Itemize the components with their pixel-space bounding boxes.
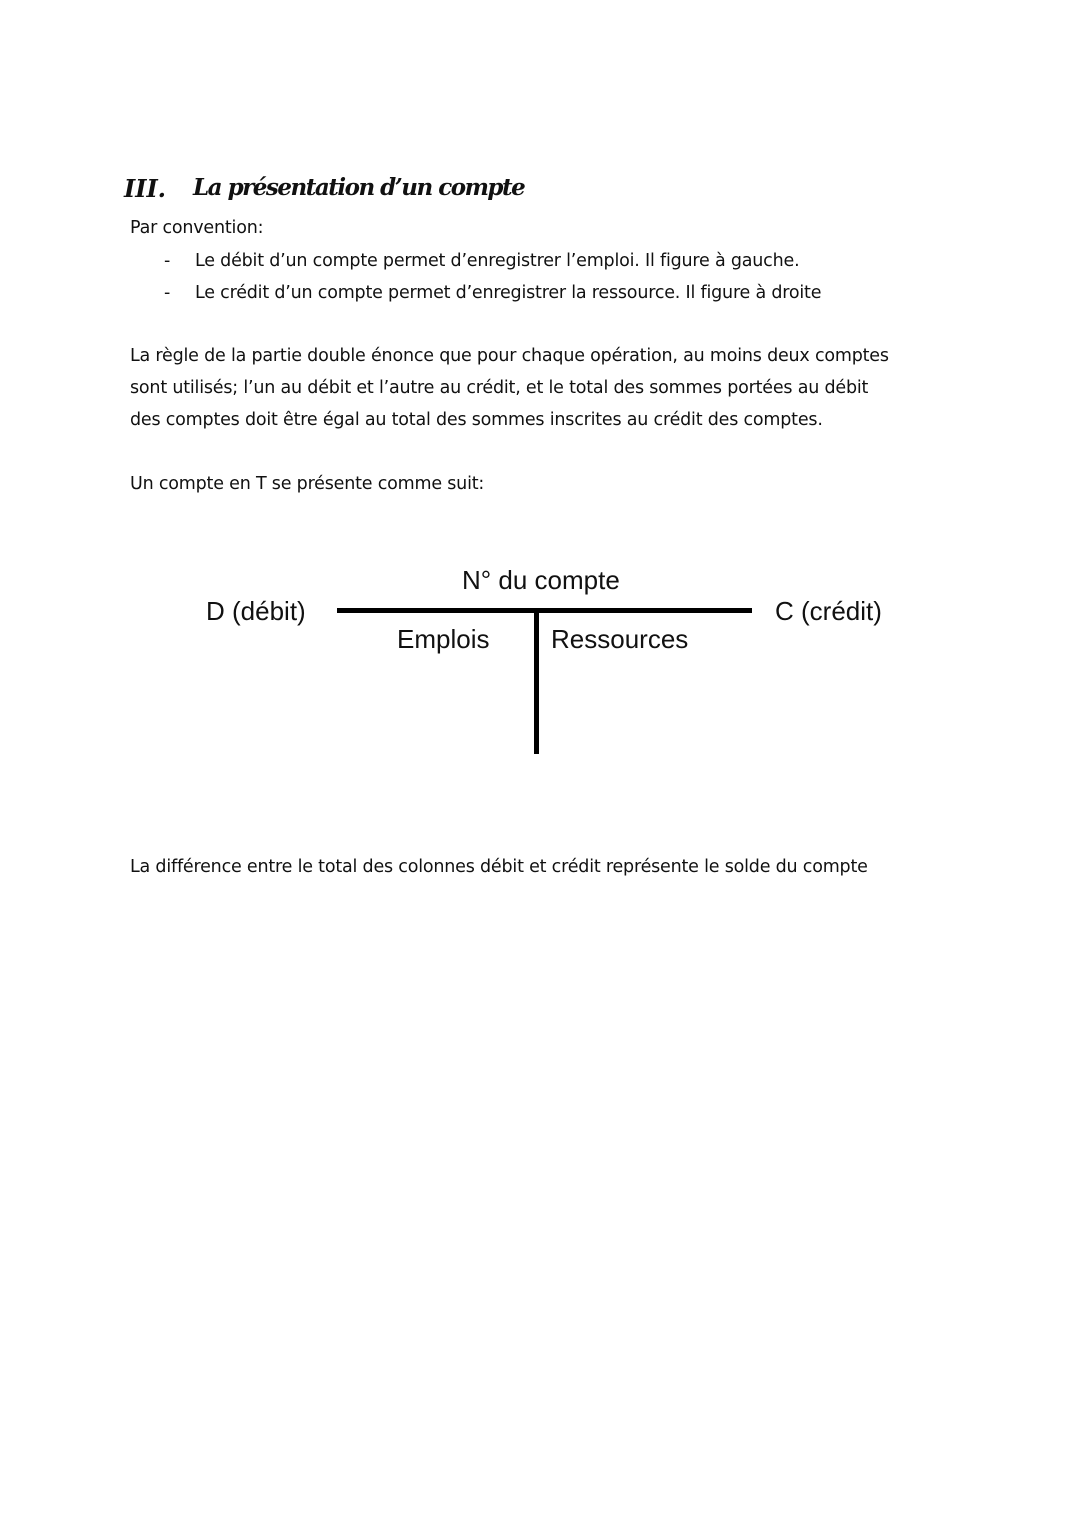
bullet-marker: - — [164, 251, 171, 271]
debit-label: D (débit) — [206, 596, 306, 626]
conclusion-text: La différence entre le total des colonnes débit et crédit représente le solde du compte — [130, 857, 868, 877]
t-account-intro: Un compte en T se présente comme suit: — [130, 474, 485, 494]
paragraph-line: des comptes doit être égal au total des sommes inscrites au crédit des comptes. — [130, 410, 823, 430]
credit-label: C (crédit) — [775, 596, 882, 626]
ressources-column-label: Ressources — [551, 624, 689, 654]
emplois-column-label: Emplois — [397, 624, 490, 654]
bullet-item: Le débit d’un compte permet d’enregistrer l’emploi. Il figure à gauche. — [195, 251, 800, 271]
t-horizontal-line — [337, 608, 752, 613]
paragraph-line: La règle de la partie double énonce que pour chaque opération, au moins deux comptes — [130, 346, 889, 366]
bullet-item: Le crédit d’un compte permet d’enregistrer la ressource. Il figure à droite — [195, 283, 822, 303]
section-title: La présentation d’un compte — [193, 174, 525, 201]
account-number-label: N° du compte — [462, 565, 620, 595]
t-vertical-line — [534, 610, 539, 754]
paragraph-line: sont utilisés; l’un au débit et l’autre au crédit, et le total des sommes portées au débit — [130, 378, 869, 398]
intro-text: Par convention: — [130, 218, 264, 238]
section-number: III. — [124, 174, 167, 203]
bullet-marker: - — [164, 283, 171, 303]
